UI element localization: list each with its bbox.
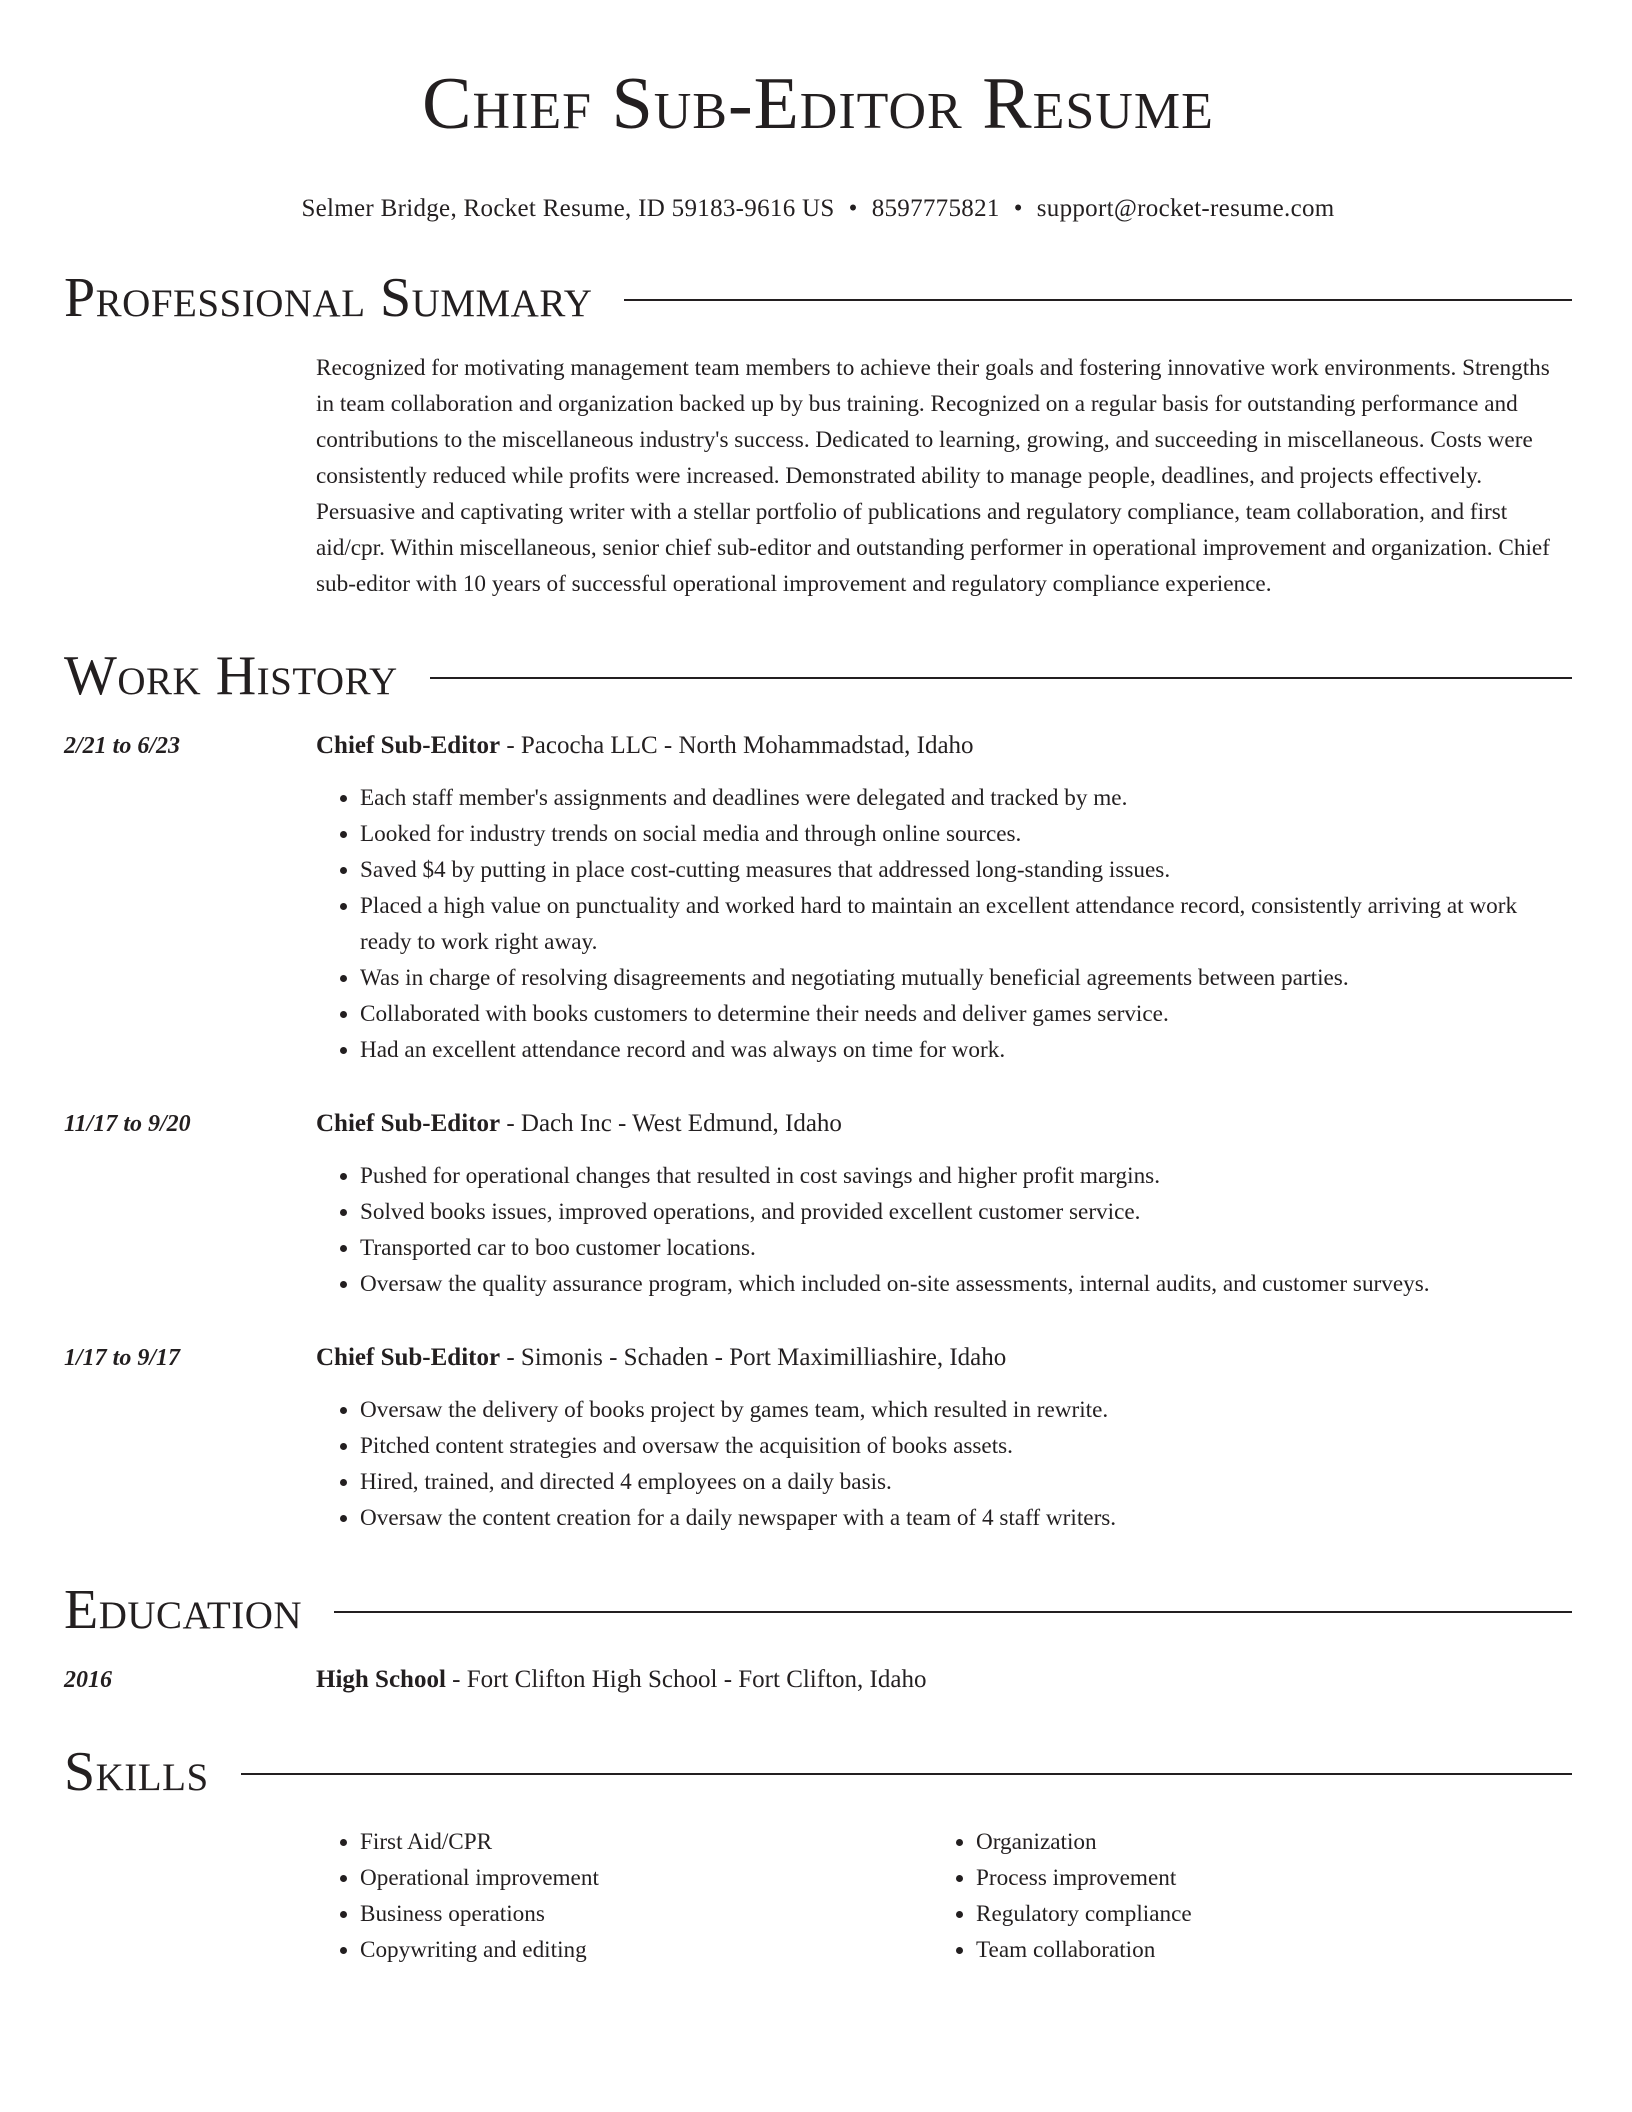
section-divider [624,299,1572,301]
job-entry [64,1340,1572,1536]
education-details: - Fort Clifton High School - Fort Clifton, Idaho [445,1666,927,1693]
job-heading [316,728,1572,764]
summary-text: Recognized for motivating management team members to achieve their goals and fostering innovative work environments. Strengths in team collaboration and organization backed up by bus training. Recognized on a regular basis for outstanding performance and contributions to the miscellaneous industry's success. Dedicated to learning, growing, and succeeding in miscellaneous. Costs were consistently reduced while profits were increased. Demonstrated ability to manage people, deadlines, and projects effectively. Persuasive and captivating writer with a stellar portfolio of publications and regulatory compliance, team collaboration, and first aid/cpr. Within miscellaneous, senior chief sub-editor and outstanding performer in operational improvement and organization. Chief sub-editor with 10 years of successful operational improvement and regulatory compliance experience. [316,355,1550,597]
work-heading: Work History [64,645,398,707]
job-bullet: • Oversaw the content creation for a daily newspaper with a team of 4 staff writers. [360,1500,1572,1536]
job-bullets [316,1158,1572,1302]
skill-item: • First Aid/CPR [360,1824,932,1860]
job-body [316,1340,1572,1536]
job-bullet: • Hired, trained, and directed 4 employees on a daily basis. [360,1464,1572,1500]
job-dates: 1/17 to 9/17 [64,1345,181,1371]
job-dates: 2/21 to 6/23 [64,733,181,759]
job-body [316,1106,1572,1302]
job-heading [316,1340,1572,1376]
section-divider [334,1611,1572,1613]
job-dates: 11/17 to 9/20 [64,1111,191,1137]
job-bullet: • Was in charge of resolving disagreements and negotiating mutually beneficial agreements between parties. [360,960,1572,996]
skill-item: • Team collaboration [976,1932,1548,1968]
job-bullets [316,780,1572,1068]
education-entry [64,1662,1572,1698]
job-entry [64,1106,1572,1302]
job-body [316,728,1572,1068]
work-section-header [64,646,1572,706]
education-year: 2016 [64,1667,112,1693]
job-bullet: • Pushed for operational changes that resulted in cost savings and higher profit margins. [360,1158,1572,1194]
skill-item: • Copywriting and editing [360,1932,932,1968]
section-divider [241,1773,1572,1775]
job-heading [316,1106,1572,1142]
contact-separator: • [848,195,858,222]
contact-separator: • [1013,195,1023,222]
contact-address: Selmer Bridge, Rocket Resume, ID 59183-9616 US [301,195,835,222]
job-bullet: • Placed a high value on punctuality and worked hard to maintain an excellent attendance record, consistently arriving at work ready to work right away. [360,888,1572,960]
resume-page [64,0,1572,1968]
job-bullet: • Oversaw the quality assurance program, which included on-site assessments, internal audits, and customer surveys. [360,1266,1572,1302]
summary-heading: Professional Summary [64,267,593,329]
job-bullet: • Pitched content strategies and oversaw the acquisition of books assets. [360,1428,1572,1464]
work-history-list [64,728,1572,1536]
job-bullet: • Each staff member's assignments and deadlines were delegated and tracked by me. [360,780,1572,816]
job-bullet: • Collaborated with books customers to determine their needs and deliver games service. [360,996,1572,1032]
skills-column-right [932,1824,1548,1968]
job-title: Chief Sub-Editor [316,1110,501,1137]
job-bullet: • Had an excellent attendance record and was always on time for work. [360,1032,1572,1068]
skills-column-left [316,1824,932,1968]
education-degree: High School [316,1666,446,1693]
skills-grid [316,1824,1572,1968]
job-details: - Pacocha LLC - North Mohammadstad, Idaho [500,732,974,759]
skills-section-header [64,1742,1572,1802]
education-section-header [64,1580,1572,1640]
skill-item: • Process improvement [976,1860,1548,1896]
job-bullet: • Saved $4 by putting in place cost-cutting measures that addressed long-standing issues. [360,852,1572,888]
job-entry [64,728,1572,1068]
contact-line [64,194,1572,224]
education-body [316,1662,1572,1698]
summary-section-header [64,268,1572,328]
skill-item: • Operational improvement [360,1860,932,1896]
skill-item: • Regulatory compliance [976,1896,1548,1932]
skill-item: • Business operations [360,1896,932,1932]
job-details: - Simonis - Schaden - Port Maximilliashire, Idaho [500,1344,1007,1371]
job-details: - Dach Inc - West Edmund, Idaho [500,1110,842,1137]
job-bullet: • Oversaw the delivery of books project by games team, which resulted in rewrite. [360,1392,1572,1428]
contact-email: support@rocket-resume.com [1036,195,1335,222]
education-list [64,1662,1572,1698]
job-bullet: • Looked for industry trends on social media and through online sources. [360,816,1572,852]
job-bullet: • Transported car to boo customer locations. [360,1230,1572,1266]
section-divider [430,677,1572,679]
skills-heading: Skills [64,1741,209,1803]
job-bullet: • Solved books issues, improved operations, and provided excellent customer service. [360,1194,1572,1230]
education-heading: Education [64,1579,303,1641]
job-title: Chief Sub-Editor [316,1344,501,1371]
education-heading-line [316,1662,1572,1698]
job-title: Chief Sub-Editor [316,732,501,759]
resume-title: Chief Sub-Editor Resume [422,63,1214,145]
job-bullets [316,1392,1572,1536]
skill-item: • Organization [976,1824,1548,1860]
contact-phone: 8597775821 [871,195,1000,222]
